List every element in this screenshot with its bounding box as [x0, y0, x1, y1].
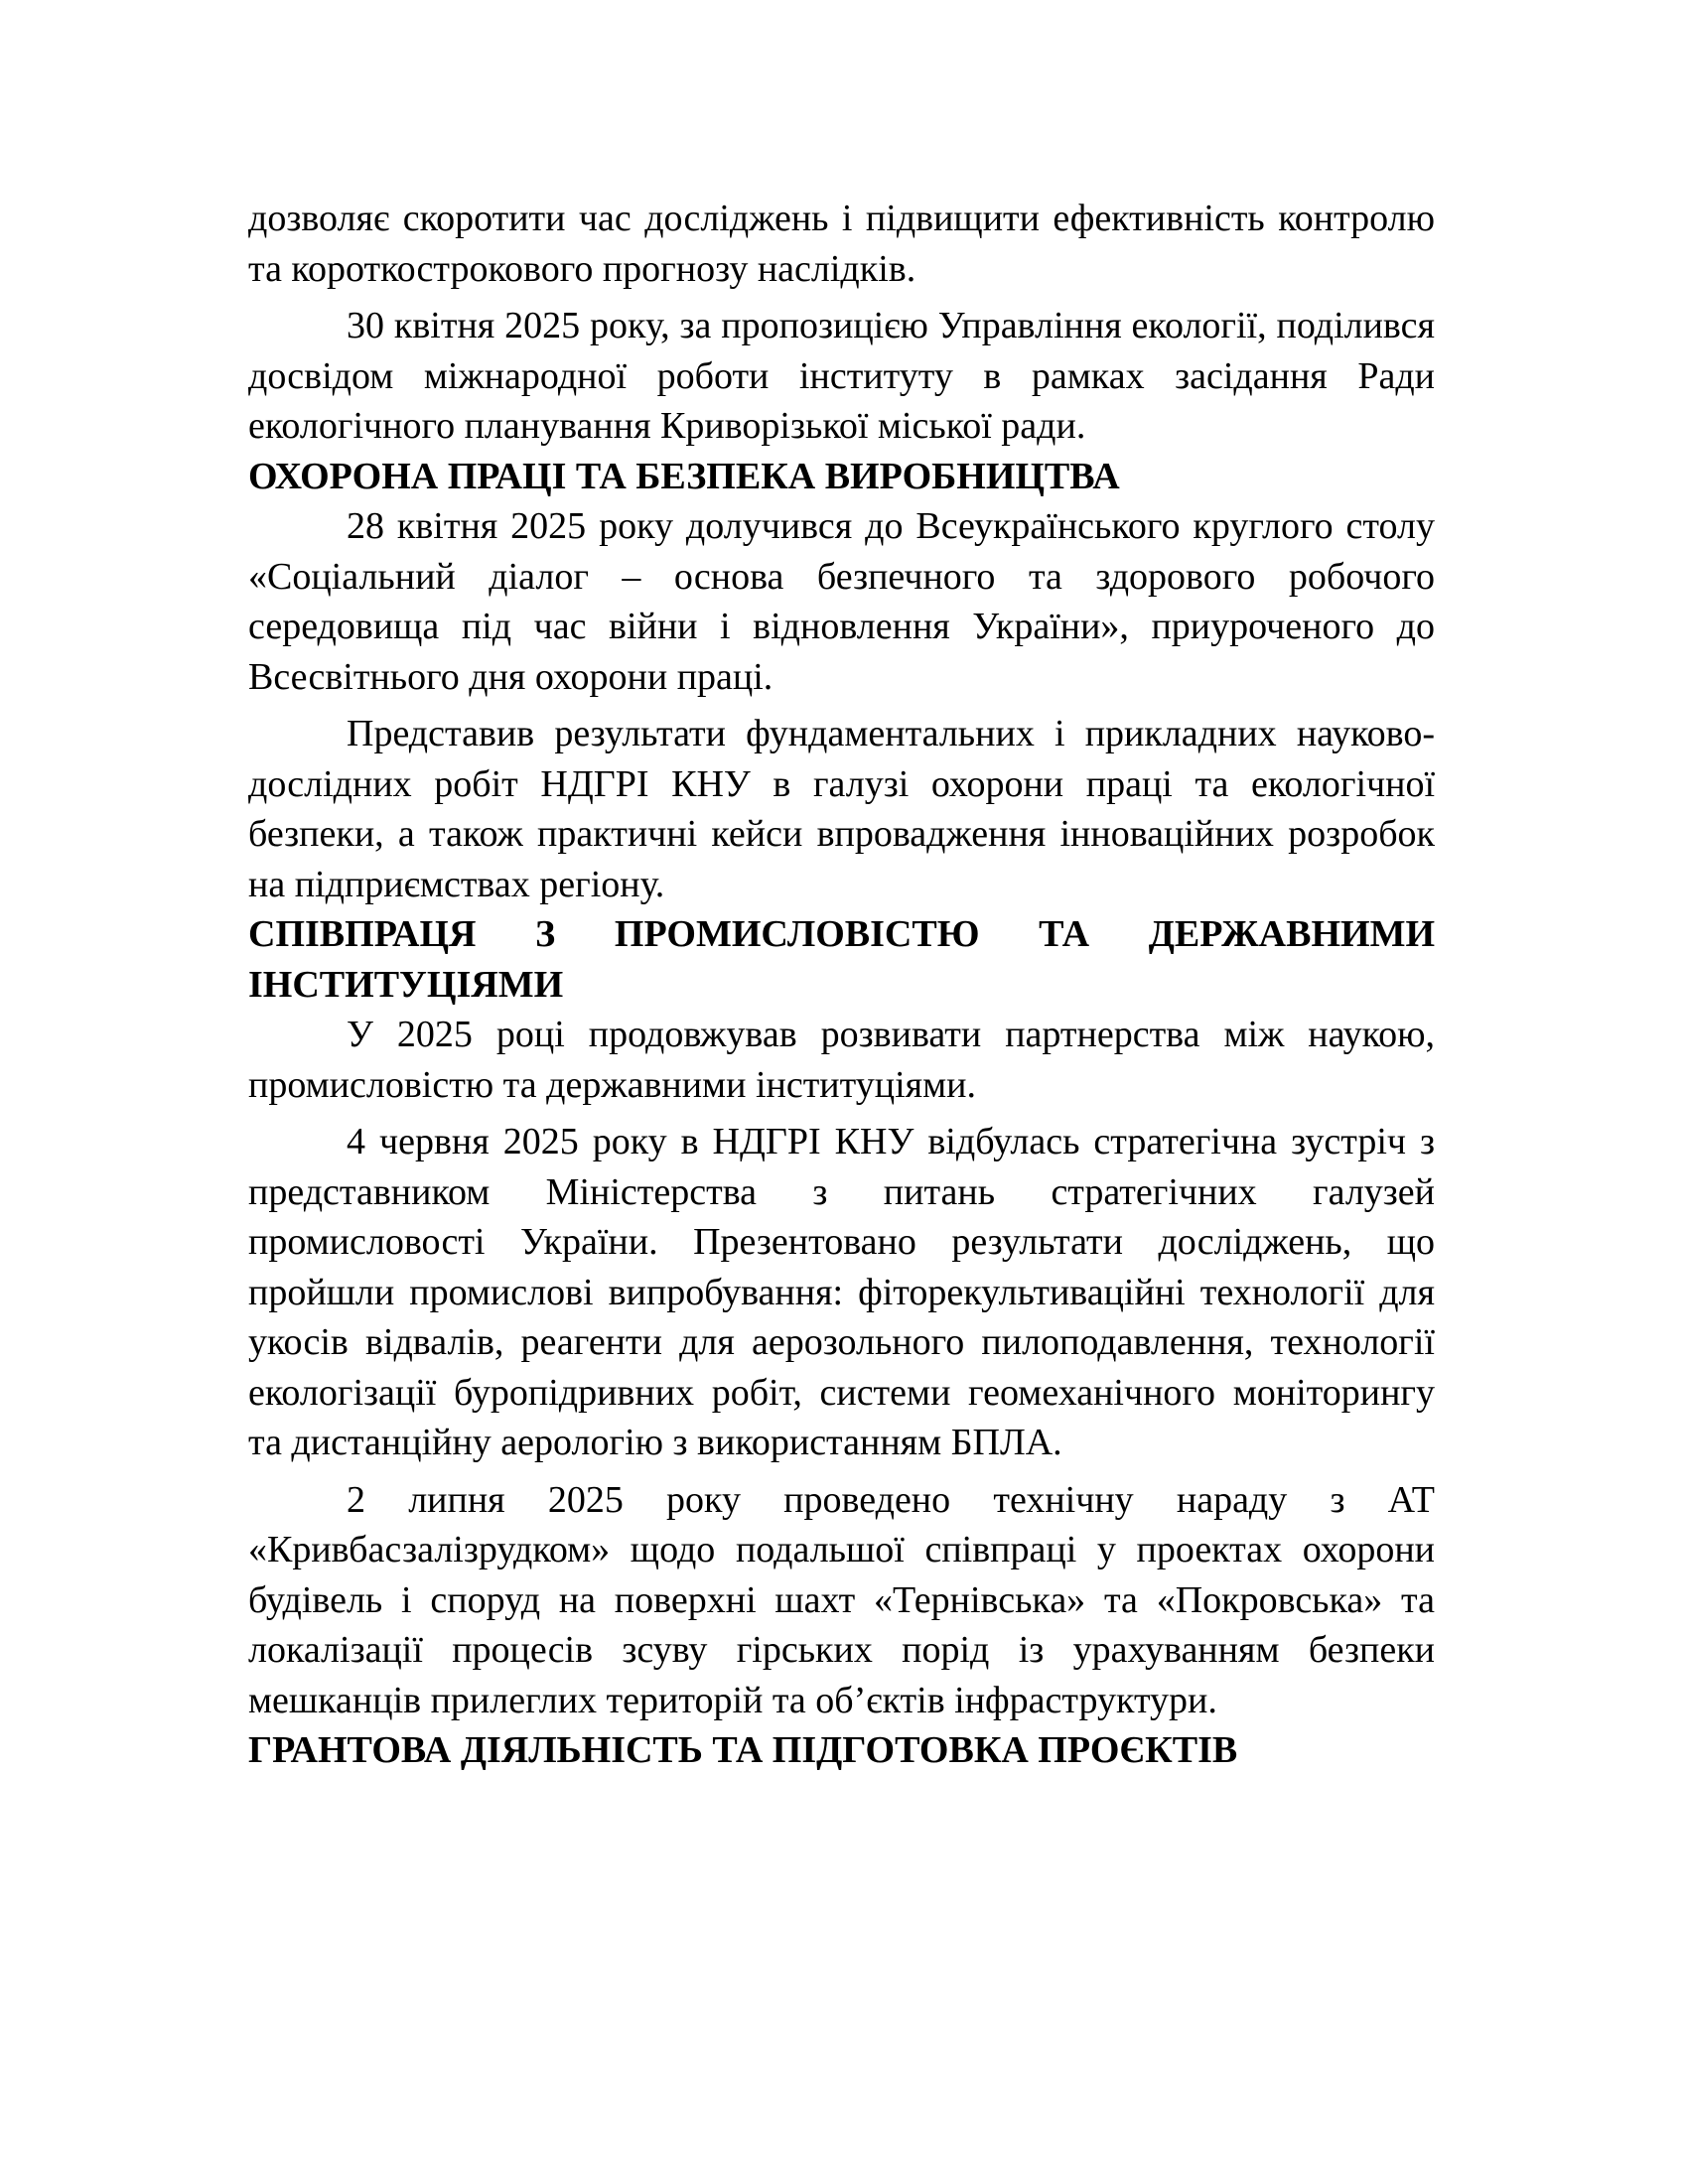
- heading-labor-safety: ОХОРОНА ПРАЦІ ТА БЕЗПЕКА ВИРОБНИЦТВА: [248, 455, 1120, 497]
- heading-industry-cooperation: СПІВПРАЦЯ З ПРОМИСЛОВІСТЮ ТА ДЕРЖАВНИМИ ІНСТИТУЦІЯМИ: [248, 913, 1435, 1006]
- paragraph-technical-meeting: 2 липня 2025 року проведено технічну нараду з АТ «Кривбасзалізрудком» щодо подальшої співпраці у проектах охорони будівель і споруд на поверхні шахт «Тернівська» та «Покровська» та локалізації процесів зсуву гірських порід із урахуванням безпеки мешканців прилеглих територій та об’єктів інфраструктури.: [248, 1478, 1435, 1721]
- paragraph-ministry-meeting: 4 червня 2025 року в НДГРІ КНУ відбулась стратегічна зустріч з представником Міністерства з питань стратегічних галузей промисловості України. Презентовано результати досліджень, що пройшли промислові випробування: фіторекультиваційні технології для укосів відвалів, реагенти для аерозольного пилоподавлення, технології екологізації буропідривних робіт, системи геомеханічного моніторингу та дистанційну аерологію з використанням БПЛА.: [248, 1121, 1435, 1463]
- paragraph-research-results: Представив результати фундаментальних і прикладних науково-дослідних робіт НДГРІ КНУ в галузі охорони праці та екологічної безпеки, а також практичні кейси впровадження інноваційних розробок на підприємствах регіону.: [248, 713, 1435, 905]
- paragraph-continuation: дозволяє скоротити час досліджень і підвищити ефективність контролю та короткострокового прогнозу наслідків.: [248, 198, 1435, 290]
- paragraph-partnerships: У 2025 році продовжував розвивати партнерства між наукою, промисловістю та державними інституціями.: [248, 1014, 1435, 1106]
- heading-grant-activity: ГРАНТОВА ДІЯЛЬНІСТЬ ТА ПІДГОТОВКА ПРОЄКТІВ: [248, 1729, 1238, 1771]
- paragraph-ecology-council: 30 квітня 2025 року, за пропозицією Управління екології, поділився досвідом міжнародної роботи інституту в рамках засідання Ради екологічного планування Криворізької міської ради.: [248, 305, 1435, 447]
- document-page: [248, 194, 1435, 1776]
- paragraph-round-table: 28 квітня 2025 року долучився до Всеукраїнського круглого столу «Соціальний діалог – основа безпечного та здорового робочого середовища під час війни і відновлення України», приуроченого до Всесвітнього дня охорони праці.: [248, 505, 1435, 698]
